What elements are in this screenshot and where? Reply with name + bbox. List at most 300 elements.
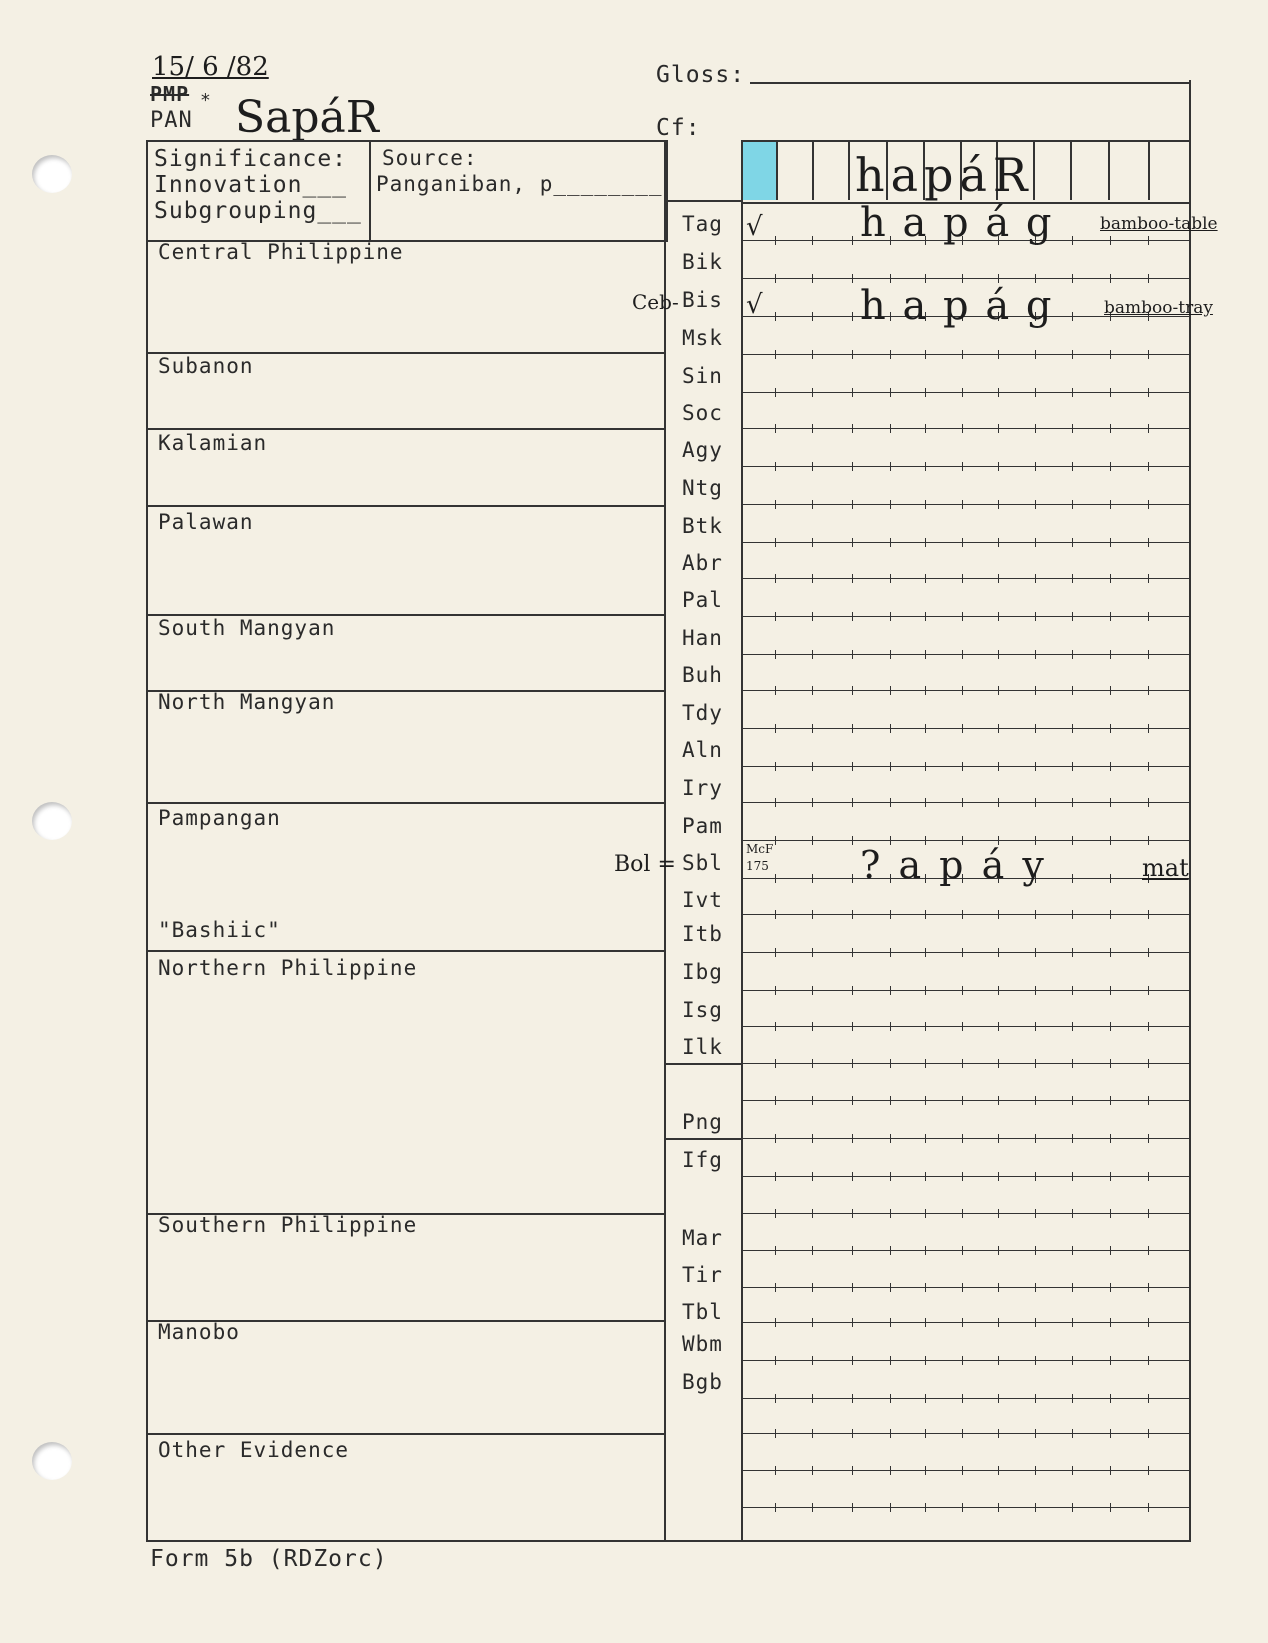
- writing-line-tick: [775, 424, 776, 433]
- writing-line-tick: [775, 686, 776, 695]
- writing-line-tick: [1148, 1172, 1149, 1181]
- writing-line-tick: [1148, 1318, 1149, 1327]
- header-cell-divider: [812, 140, 814, 200]
- writing-line-tick: [1072, 986, 1073, 995]
- writing-line-tick: [998, 424, 999, 433]
- writing-line-tick: [812, 1246, 813, 1255]
- writing-line-tick: [962, 1318, 963, 1327]
- writing-line-tick: [890, 1283, 891, 1292]
- writing-line: [741, 1470, 1189, 1471]
- writing-line-tick: [1035, 724, 1036, 733]
- writing-line-tick: [1035, 462, 1036, 471]
- writing-line-tick: [1035, 574, 1036, 583]
- writing-line-tick: [890, 1134, 891, 1143]
- language-label: Btk: [682, 514, 723, 538]
- group-label: Subanon: [158, 354, 254, 378]
- writing-line-tick: [775, 1134, 776, 1143]
- writing-line-tick: [1110, 236, 1111, 245]
- writing-line-tick: [925, 1134, 926, 1143]
- writing-line-tick: [812, 1022, 813, 1031]
- language-label: Tir: [682, 1263, 723, 1287]
- writing-line-tick: [962, 910, 963, 919]
- writing-line-tick: [890, 500, 891, 509]
- writing-line-tick: [962, 986, 963, 995]
- writing-line-tick: [1072, 1059, 1073, 1068]
- writing-line-tick: [1148, 1096, 1149, 1105]
- writing-line-tick: [998, 500, 999, 509]
- writing-line-tick: [1072, 236, 1073, 245]
- writing-line-tick: [1072, 574, 1073, 583]
- writing-line-tick: [925, 948, 926, 957]
- writing-line-tick: [962, 1466, 963, 1475]
- writing-line-tick: [962, 388, 963, 397]
- group-label: South Mangyan: [158, 616, 336, 640]
- writing-line-tick: [998, 274, 999, 283]
- writing-line-tick: [1148, 1394, 1149, 1403]
- writing-line-tick: [1072, 1246, 1073, 1255]
- writing-line-tick: [925, 1246, 926, 1255]
- group-label: Central Philippine: [158, 240, 404, 264]
- writing-line-tick: [1110, 686, 1111, 695]
- writing-line-tick: [775, 948, 776, 957]
- writing-line-tick: [962, 686, 963, 695]
- writing-line-tick: [1148, 798, 1149, 807]
- writing-line-tick: [852, 1022, 853, 1031]
- writing-line-tick: [998, 1209, 999, 1218]
- writing-line-tick: [890, 1096, 891, 1105]
- writing-line-tick: [925, 388, 926, 397]
- sbl-ref-bottom: 175: [746, 859, 769, 873]
- writing-line-tick: [1072, 1466, 1073, 1475]
- writing-line-tick: [852, 388, 853, 397]
- writing-line-tick: [925, 1394, 926, 1403]
- significance-label: Significance:: [154, 146, 348, 172]
- writing-line: [741, 278, 1189, 279]
- writing-line: [741, 504, 1189, 505]
- writing-line-tick: [1035, 1466, 1036, 1475]
- language-label: Bgb: [682, 1370, 723, 1394]
- writing-line: [741, 1507, 1189, 1508]
- writing-line-tick: [925, 686, 926, 695]
- writing-line: [741, 578, 1189, 579]
- info-box-divider: [369, 140, 371, 240]
- writing-line-tick: [775, 612, 776, 621]
- writing-line-tick: [890, 1503, 891, 1512]
- top-cell-form: hapáR: [855, 148, 1034, 202]
- sbl-ref-top: McF: [746, 842, 774, 856]
- writing-line: [741, 1287, 1189, 1288]
- writing-line-tick: [890, 574, 891, 583]
- writing-line-tick: [962, 538, 963, 547]
- writing-line-tick: [962, 1134, 963, 1143]
- writing-line-tick: [1072, 500, 1073, 509]
- writing-line-tick: [998, 650, 999, 659]
- writing-line-tick: [890, 762, 891, 771]
- innovation-label: Innovation___: [154, 172, 348, 198]
- writing-line-tick: [962, 462, 963, 471]
- writing-line-tick: [812, 836, 813, 845]
- writing-line-tick: [775, 836, 776, 845]
- writing-line-tick: [962, 1172, 963, 1181]
- writing-line-tick: [1148, 1022, 1149, 1031]
- writing-line-tick: [925, 1503, 926, 1512]
- writing-line: [741, 428, 1189, 429]
- writing-line-tick: [1110, 1429, 1111, 1438]
- language-label: Sbl: [682, 851, 723, 875]
- writing-line-tick: [925, 538, 926, 547]
- writing-line-tick: [852, 686, 853, 695]
- writing-line-tick: [775, 1022, 776, 1031]
- writing-line-tick: [1072, 1356, 1073, 1365]
- writing-line-tick: [1035, 1022, 1036, 1031]
- writing-line-tick: [998, 1022, 999, 1031]
- language-label: Isg: [682, 998, 723, 1022]
- language-label: Abr: [682, 551, 723, 575]
- writing-line-tick: [998, 724, 999, 733]
- writing-line-tick: [890, 1172, 891, 1181]
- writing-line-tick: [1072, 1394, 1073, 1403]
- writing-line-tick: [890, 1356, 891, 1365]
- writing-line-tick: [1148, 350, 1149, 359]
- writing-line-tick: [812, 874, 813, 883]
- writing-line-tick: [1035, 686, 1036, 695]
- writing-line-tick: [1110, 650, 1111, 659]
- bol-prefix: Bol =: [614, 852, 676, 877]
- writing-line-tick: [1035, 986, 1036, 995]
- writing-line-tick: [890, 798, 891, 807]
- writing-line-tick: [962, 350, 963, 359]
- writing-line-tick: [812, 538, 813, 547]
- writing-line-tick: [1035, 612, 1036, 621]
- writing-line-tick: [998, 574, 999, 583]
- writing-line-tick: [812, 1503, 813, 1512]
- writing-line: [741, 1398, 1189, 1399]
- writing-line-tick: [775, 910, 776, 919]
- writing-line-tick: [852, 312, 853, 321]
- writing-line-tick: [852, 1503, 853, 1512]
- writing-line-tick: [1148, 1429, 1149, 1438]
- writing-line: [741, 1026, 1189, 1027]
- writing-line-tick: [1035, 388, 1036, 397]
- writing-line: [741, 1100, 1189, 1101]
- writing-line-tick: [998, 1059, 999, 1068]
- writing-line-tick: [925, 910, 926, 919]
- writing-line-tick: [1110, 350, 1111, 359]
- writing-line-tick: [775, 462, 776, 471]
- writing-line-tick: [1035, 762, 1036, 771]
- writing-line-tick: [812, 236, 813, 245]
- writing-line-tick: [1110, 1318, 1111, 1327]
- writing-line-tick: [775, 1059, 776, 1068]
- writing-line-tick: [1148, 1466, 1149, 1475]
- writing-line-tick: [1072, 1022, 1073, 1031]
- writing-line-tick: [1072, 538, 1073, 547]
- writing-line-tick: [775, 1503, 776, 1512]
- writing-line: [741, 766, 1189, 767]
- writing-line-tick: [1035, 1503, 1036, 1512]
- writing-line-tick: [998, 1246, 999, 1255]
- writing-line-tick: [852, 948, 853, 957]
- writing-line-tick: [852, 574, 853, 583]
- writing-line-tick: [1110, 1022, 1111, 1031]
- writing-line-tick: [1148, 762, 1149, 771]
- writing-line-tick: [1110, 574, 1111, 583]
- writing-line-tick: [775, 500, 776, 509]
- writing-line-tick: [1072, 686, 1073, 695]
- writing-line-tick: [812, 462, 813, 471]
- writing-line-tick: [890, 724, 891, 733]
- writing-line-tick: [925, 1356, 926, 1365]
- writing-line-tick: [775, 874, 776, 883]
- writing-line-tick: [962, 274, 963, 283]
- writing-line-tick: [1148, 1209, 1149, 1218]
- group-divider: [146, 950, 666, 952]
- writing-line-tick: [775, 574, 776, 583]
- writing-line-tick: [998, 798, 999, 807]
- writing-line-tick: [852, 986, 853, 995]
- group-divider: [146, 1433, 666, 1435]
- writing-line: [741, 728, 1189, 729]
- header-cell-divider: [1070, 140, 1072, 200]
- writing-line-tick: [1110, 836, 1111, 845]
- writing-line-tick: [1110, 910, 1111, 919]
- source-value: Panganiban, p________: [376, 172, 663, 196]
- writing-line-tick: [852, 1059, 853, 1068]
- writing-line-tick: [852, 274, 853, 283]
- writing-line: [741, 616, 1189, 617]
- writing-line: [741, 1213, 1189, 1214]
- writing-line-tick: [1148, 986, 1149, 995]
- writing-line-tick: [1072, 948, 1073, 957]
- prefix: PAN: [150, 108, 193, 133]
- writing-line-tick: [812, 1096, 813, 1105]
- writing-line-tick: [1035, 274, 1036, 283]
- header-cell-divider: [1148, 140, 1150, 200]
- writing-line-tick: [1148, 1503, 1149, 1512]
- writing-line-tick: [890, 538, 891, 547]
- writing-line: [741, 466, 1189, 467]
- writing-line-tick: [812, 948, 813, 957]
- writing-line-tick: [998, 350, 999, 359]
- language-label: Bis: [682, 288, 723, 312]
- writing-line-tick: [998, 1096, 999, 1105]
- writing-line-tick: [852, 910, 853, 919]
- writing-line-tick: [1148, 388, 1149, 397]
- language-label: Buh: [682, 663, 723, 687]
- writing-line-tick: [812, 1134, 813, 1143]
- writing-line-tick: [1072, 312, 1073, 321]
- writing-line-tick: [775, 798, 776, 807]
- struck-prefix: PMP: [150, 82, 190, 106]
- writing-line-tick: [1148, 236, 1149, 245]
- writing-line-tick: [1148, 424, 1149, 433]
- writing-line-tick: [998, 1394, 999, 1403]
- writing-line-tick: [812, 1356, 813, 1365]
- footer-form-label: Form 5b (RDZorc): [150, 1546, 388, 1572]
- writing-line-tick: [852, 836, 853, 845]
- bis-form: h a p á g: [860, 283, 1054, 329]
- writing-line-tick: [890, 424, 891, 433]
- group-label: Manobo: [158, 1320, 240, 1344]
- writing-line-tick: [852, 1429, 853, 1438]
- language-label: Pal: [682, 588, 723, 612]
- punch-hole-top: [32, 155, 72, 193]
- writing-line-tick: [962, 574, 963, 583]
- writing-line-tick: [812, 1394, 813, 1403]
- writing-line: [741, 1250, 1189, 1251]
- writing-line-tick: [1110, 948, 1111, 957]
- writing-line-tick: [890, 1059, 891, 1068]
- writing-line-tick: [890, 462, 891, 471]
- writing-line-tick: [1072, 874, 1073, 883]
- writing-line-tick: [998, 1429, 999, 1438]
- writing-line-tick: [1148, 910, 1149, 919]
- writing-line-tick: [852, 650, 853, 659]
- writing-line-tick: [925, 762, 926, 771]
- writing-line-tick: [1072, 1134, 1073, 1143]
- language-column-divider: [664, 1063, 742, 1065]
- language-label: Ntg: [682, 476, 723, 500]
- writing-line-tick: [1072, 1283, 1073, 1292]
- writing-line-tick: [812, 1059, 813, 1068]
- writing-line-tick: [1110, 724, 1111, 733]
- writing-line-tick: [1035, 1209, 1036, 1218]
- writing-line-tick: [962, 612, 963, 621]
- group-divider: [146, 802, 666, 804]
- writing-line-tick: [1110, 1356, 1111, 1365]
- writing-line-tick: [1110, 612, 1111, 621]
- writing-line-tick: [962, 724, 963, 733]
- writing-line-tick: [852, 350, 853, 359]
- writing-line-tick: [925, 1209, 926, 1218]
- writing-line-tick: [1110, 424, 1111, 433]
- writing-line: [741, 914, 1189, 915]
- writing-line-tick: [1035, 910, 1036, 919]
- punch-hole-bottom: [32, 1442, 72, 1480]
- writing-line-tick: [812, 574, 813, 583]
- writing-line-tick: [962, 1429, 963, 1438]
- writing-line-tick: [1035, 650, 1036, 659]
- writing-line-tick: [775, 236, 776, 245]
- writing-line-tick: [890, 1429, 891, 1438]
- writing-line-tick: [812, 612, 813, 621]
- group-divider: [146, 428, 666, 430]
- writing-line-tick: [812, 500, 813, 509]
- writing-line-tick: [1110, 1283, 1111, 1292]
- writing-line-tick: [1072, 462, 1073, 471]
- writing-line-tick: [1072, 1503, 1073, 1512]
- writing-line-tick: [890, 1318, 891, 1327]
- language-label: Soc: [682, 401, 723, 425]
- writing-line-tick: [1110, 1134, 1111, 1143]
- language-label: Ilk: [682, 1035, 723, 1059]
- writing-line: [741, 802, 1189, 803]
- writing-line-tick: [925, 274, 926, 283]
- writing-line-tick: [775, 1429, 776, 1438]
- writing-line-tick: [962, 1059, 963, 1068]
- writing-line-tick: [1072, 798, 1073, 807]
- writing-line-tick: [925, 1318, 926, 1327]
- writing-line-tick: [1148, 1059, 1149, 1068]
- writing-line-tick: [925, 1429, 926, 1438]
- writing-line-tick: [812, 986, 813, 995]
- writing-line-tick: [1148, 574, 1149, 583]
- writing-line-tick: [890, 1466, 891, 1475]
- writing-line-tick: [1035, 1246, 1036, 1255]
- language-label: Agy: [682, 438, 723, 462]
- date: 15/ 6 /82: [152, 52, 269, 82]
- writing-line-tick: [962, 948, 963, 957]
- language-label: Wbm: [682, 1332, 723, 1356]
- subgrouping-label: Subgrouping___: [154, 198, 362, 224]
- group-label: Southern Philippine: [158, 1213, 418, 1237]
- writing-line-tick: [1035, 1283, 1036, 1292]
- writing-line-tick: [890, 910, 891, 919]
- writing-line-tick: [852, 1318, 853, 1327]
- tag-gloss: bamboo-table: [1100, 214, 1218, 234]
- group-label: "Bashiic": [158, 918, 281, 942]
- writing-line-tick: [925, 1059, 926, 1068]
- writing-line-tick: [998, 1356, 999, 1365]
- language-label: Ivt: [682, 888, 723, 912]
- writing-line-tick: [1110, 1394, 1111, 1403]
- source-label: Source:: [382, 146, 478, 170]
- writing-line-tick: [890, 1246, 891, 1255]
- writing-line-tick: [852, 1172, 853, 1181]
- highlighted-cell: [742, 142, 777, 200]
- language-column-divider: [664, 1138, 742, 1140]
- writing-line-tick: [1035, 1172, 1036, 1181]
- writing-line: [741, 1138, 1189, 1139]
- frame-language-column-left: [664, 140, 666, 1540]
- writing-line-tick: [1072, 836, 1073, 845]
- group-divider: [146, 505, 666, 507]
- writing-line-tick: [925, 424, 926, 433]
- writing-line-tick: [962, 1246, 963, 1255]
- writing-line-tick: [998, 612, 999, 621]
- writing-line-tick: [775, 1246, 776, 1255]
- writing-line-tick: [852, 538, 853, 547]
- gloss-line: [750, 82, 1190, 84]
- writing-line-tick: [852, 1209, 853, 1218]
- language-label: Msk: [682, 326, 723, 350]
- writing-line-tick: [925, 612, 926, 621]
- language-label: Png: [682, 1110, 723, 1134]
- bis-gloss: bamboo-tray: [1104, 298, 1213, 318]
- writing-line-tick: [1110, 1209, 1111, 1218]
- writing-line-tick: [998, 1503, 999, 1512]
- writing-line-tick: [812, 424, 813, 433]
- writing-line-tick: [775, 1394, 776, 1403]
- writing-line-tick: [852, 1283, 853, 1292]
- writing-line-tick: [925, 1022, 926, 1031]
- writing-line-tick: [962, 762, 963, 771]
- writing-line-tick: [998, 388, 999, 397]
- writing-line-tick: [812, 686, 813, 695]
- writing-line-tick: [890, 650, 891, 659]
- writing-line-tick: [1110, 874, 1111, 883]
- writing-line-tick: [1148, 612, 1149, 621]
- writing-line-tick: [925, 1283, 926, 1292]
- writing-line-tick: [812, 312, 813, 321]
- writing-line-tick: [962, 1096, 963, 1105]
- writing-line-tick: [775, 762, 776, 771]
- writing-line-tick: [852, 874, 853, 883]
- ceb-prefix: Ceb-: [632, 290, 679, 314]
- bis-check: √: [746, 290, 763, 320]
- writing-line-tick: [1110, 1172, 1111, 1181]
- writing-line-tick: [890, 612, 891, 621]
